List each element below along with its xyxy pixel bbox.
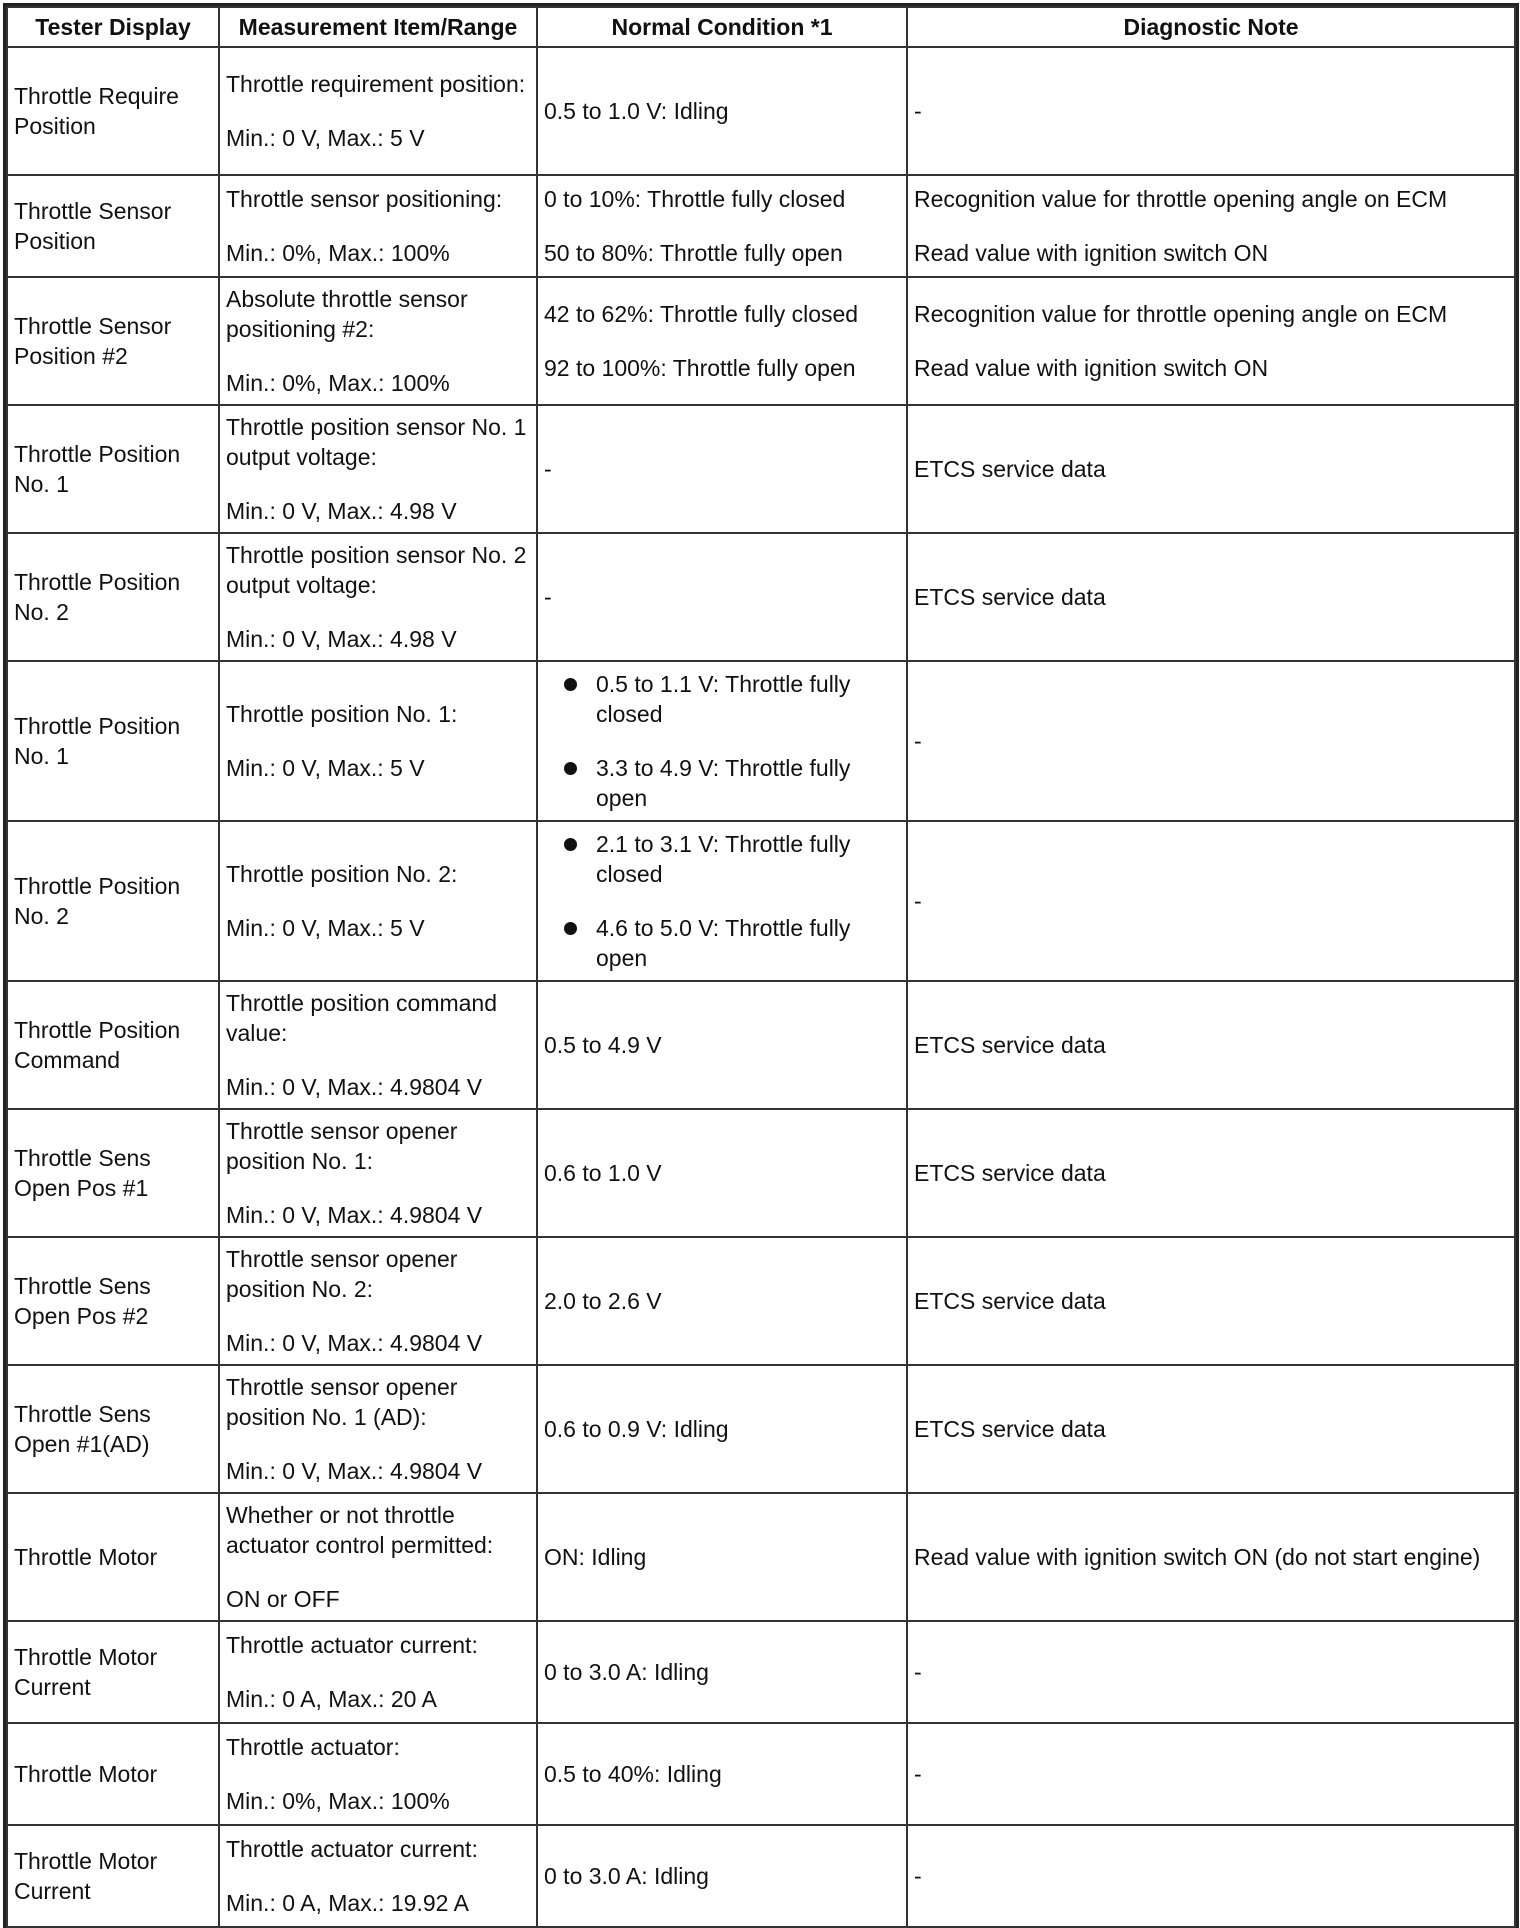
cell-tester-display: Throttle Position No. 2 xyxy=(7,533,219,661)
cell-diagnostic-note xyxy=(907,175,1515,277)
condition-text: 4.6 to 5.0 V: Throttle fully open xyxy=(596,915,851,971)
measurement-range: Min.: 0 A, Max.: 19.92 A xyxy=(226,1890,469,1916)
line-gap xyxy=(226,1176,530,1200)
measurement-range: Min.: 0%, Max.: 100% xyxy=(226,240,450,266)
table-row xyxy=(7,981,1515,1109)
cell-tester-display: Throttle Motor Current xyxy=(7,1825,219,1927)
cell-normal-condition xyxy=(537,1237,907,1365)
cell-diagnostic-note xyxy=(907,533,1515,661)
diagnostic-note-text: - xyxy=(914,1863,922,1889)
cell-measurement-range xyxy=(219,1621,537,1723)
measurement-item: Throttle position command value: xyxy=(226,990,498,1046)
condition-bullet-item xyxy=(544,669,900,729)
cell-diagnostic-note xyxy=(907,1365,1515,1493)
condition-text: - xyxy=(544,456,552,482)
condition-text: 92 to 100%: Throttle fully open xyxy=(544,355,856,381)
condition-text: 0.5 to 1.1 V: Throttle fully closed xyxy=(596,671,851,727)
header-diagnostic-note: Diagnostic Note xyxy=(907,7,1515,47)
table-row xyxy=(7,1825,1515,1927)
cell-measurement-range xyxy=(219,1365,537,1493)
cell-diagnostic-note xyxy=(907,405,1515,533)
condition-bullet-item xyxy=(544,829,900,889)
condition-text: 0.6 to 1.0 V xyxy=(544,1160,662,1186)
condition-text: - xyxy=(544,584,552,610)
cell-diagnostic-note xyxy=(907,1825,1515,1927)
line-gap xyxy=(544,214,900,238)
diagnostic-note-text: - xyxy=(914,1659,922,1685)
cell-tester-display: Throttle Motor xyxy=(7,1493,219,1621)
measurement-item: Throttle actuator current: xyxy=(226,1632,478,1658)
measurement-range: Min.: 0 V, Max.: 5 V xyxy=(226,915,425,941)
table-row xyxy=(7,821,1515,981)
cell-diagnostic-note xyxy=(907,1621,1515,1723)
table-row xyxy=(7,1621,1515,1723)
table-row xyxy=(7,1723,1515,1825)
measurement-item: Throttle position sensor No. 2 output voltage: xyxy=(226,542,527,598)
cell-normal-condition xyxy=(537,405,907,533)
cell-tester-display: Throttle Require Position xyxy=(7,47,219,175)
condition-text: 42 to 62%: Throttle fully closed xyxy=(544,301,859,327)
cell-measurement-range xyxy=(219,405,537,533)
condition-text: 0 to 3.0 A: Idling xyxy=(544,1659,709,1685)
cell-tester-display: Throttle Position No. 1 xyxy=(7,661,219,821)
table-row xyxy=(7,1493,1515,1621)
condition-text: 0.5 to 4.9 V xyxy=(544,1032,662,1058)
cell-measurement-range xyxy=(219,1237,537,1365)
cell-diagnostic-note xyxy=(907,1493,1515,1621)
cell-measurement-range xyxy=(219,821,537,981)
line-gap xyxy=(226,1432,530,1456)
cell-measurement-range xyxy=(219,661,537,821)
cell-diagnostic-note xyxy=(907,47,1515,175)
cell-measurement-range xyxy=(219,47,537,175)
condition-text: 0 to 3.0 A: Idling xyxy=(544,1863,709,1889)
condition-bullet-list xyxy=(544,829,900,973)
cell-measurement-range xyxy=(219,175,537,277)
cell-normal-condition xyxy=(537,1109,907,1237)
condition-bullet-item xyxy=(544,913,900,973)
cell-normal-condition xyxy=(537,1365,907,1493)
table-row xyxy=(7,1109,1515,1237)
line-gap xyxy=(226,1048,530,1072)
measurement-range: Min.: 0 V, Max.: 4.9804 V xyxy=(226,1074,483,1100)
condition-bullet-item xyxy=(544,753,900,813)
cell-diagnostic-note xyxy=(907,821,1515,981)
line-gap xyxy=(226,99,530,123)
header-tester-display: Tester Display xyxy=(7,7,219,47)
diagnostic-note-text: ETCS service data xyxy=(914,1416,1106,1442)
cell-normal-condition xyxy=(537,981,907,1109)
cell-diagnostic-note xyxy=(907,1237,1515,1365)
condition-text: 2.0 to 2.6 V xyxy=(544,1288,662,1314)
diagnostic-note-text: - xyxy=(914,1761,922,1787)
measurement-range: Min.: 0 V, Max.: 4.9804 V xyxy=(226,1330,483,1356)
diagnostic-note-text: Read value with ignition switch ON (do not start engine) xyxy=(914,1544,1481,1570)
cell-tester-display: Throttle Position No. 1 xyxy=(7,405,219,533)
condition-bullet-list xyxy=(544,669,900,813)
cell-diagnostic-note xyxy=(907,661,1515,821)
condition-text: 0 to 10%: Throttle fully closed xyxy=(544,186,846,212)
cell-normal-condition xyxy=(537,175,907,277)
measurement-range: Min.: 0%, Max.: 100% xyxy=(226,1788,450,1814)
header-normal-condition: Normal Condition *1 xyxy=(537,7,907,47)
condition-text: ON: Idling xyxy=(544,1544,647,1570)
measurement-range: Min.: 0%, Max.: 100% xyxy=(226,370,450,396)
table-row xyxy=(7,47,1515,175)
cell-measurement-range xyxy=(219,277,537,405)
line-gap xyxy=(226,889,530,913)
diagnostic-note-text: Recognition value for throttle opening angle on ECM xyxy=(914,301,1448,327)
cell-measurement-range xyxy=(219,1723,537,1825)
table-row xyxy=(7,1365,1515,1493)
condition-text: 3.3 to 4.9 V: Throttle fully open xyxy=(596,755,851,811)
line-gap xyxy=(226,600,530,624)
line-gap xyxy=(914,329,1508,353)
header-measurement-item: Measurement Item/Range xyxy=(219,7,537,47)
diagnostic-note-text: - xyxy=(914,98,922,124)
cell-normal-condition xyxy=(537,661,907,821)
table-row xyxy=(7,175,1515,277)
condition-text: 0.5 to 40%: Idling xyxy=(544,1761,722,1787)
measurement-range: Min.: 0 V, Max.: 4.98 V xyxy=(226,498,457,524)
cell-normal-condition xyxy=(537,1825,907,1927)
diagnostic-note-text: ETCS service data xyxy=(914,1160,1106,1186)
cell-diagnostic-note xyxy=(907,981,1515,1109)
table-row xyxy=(7,405,1515,533)
table-row xyxy=(7,1237,1515,1365)
cell-normal-condition xyxy=(537,1621,907,1723)
line-gap xyxy=(226,1864,530,1888)
bullet-dot-icon xyxy=(564,762,577,775)
condition-text: 50 to 80%: Throttle fully open xyxy=(544,240,843,266)
condition-text: 2.1 to 3.1 V: Throttle fully closed xyxy=(596,831,851,887)
measurement-item: Throttle actuator: xyxy=(226,1734,400,1760)
diagnostic-note-text: ETCS service data xyxy=(914,584,1106,610)
cell-measurement-range xyxy=(219,1825,537,1927)
line-gap xyxy=(226,1304,530,1328)
measurement-item: Throttle sensor positioning: xyxy=(226,186,503,212)
measurement-range: Min.: 0 V, Max.: 5 V xyxy=(226,125,425,151)
bullet-dot-icon xyxy=(564,838,577,851)
line-gap xyxy=(226,1762,530,1786)
measurement-item: Throttle position No. 1: xyxy=(226,701,458,727)
data-table xyxy=(6,6,1516,1928)
line-gap xyxy=(226,472,530,496)
cell-diagnostic-note xyxy=(907,1109,1515,1237)
line-gap xyxy=(226,729,530,753)
table-row xyxy=(7,533,1515,661)
diagnostic-note-text: Read value with ignition switch ON xyxy=(914,240,1269,266)
diagnostic-note-text: ETCS service data xyxy=(914,1288,1106,1314)
line-gap xyxy=(226,344,530,368)
header-row xyxy=(7,7,1515,47)
diagnostic-note-text: ETCS service data xyxy=(914,1032,1106,1058)
line-gap xyxy=(226,1560,530,1584)
measurement-range: Min.: 0 V, Max.: 4.9804 V xyxy=(226,1202,483,1228)
line-gap xyxy=(544,329,900,353)
measurement-item: Throttle requirement position: xyxy=(226,71,526,97)
diagnostic-note-text: Read value with ignition switch ON xyxy=(914,355,1269,381)
bullet-dot-icon xyxy=(564,678,577,691)
measurement-item: Throttle actuator current: xyxy=(226,1836,478,1862)
cell-diagnostic-note xyxy=(907,277,1515,405)
line-gap xyxy=(226,214,530,238)
diagnostic-note-text: - xyxy=(914,888,922,914)
measurement-range: Min.: 0 V, Max.: 5 V xyxy=(226,755,425,781)
cell-tester-display: Throttle Sensor Position xyxy=(7,175,219,277)
diagnostic-note-text: Recognition value for throttle opening angle on ECM xyxy=(914,186,1448,212)
cell-normal-condition xyxy=(537,1723,907,1825)
measurement-item: Throttle position sensor No. 1 output voltage: xyxy=(226,414,527,470)
table-row xyxy=(7,661,1515,821)
cell-tester-display: Throttle Sens Open Pos #2 xyxy=(7,1237,219,1365)
diagnostic-note-text: ETCS service data xyxy=(914,456,1106,482)
measurement-range: Min.: 0 A, Max.: 20 A xyxy=(226,1686,437,1712)
cell-tester-display: Throttle Sens Open Pos #1 xyxy=(7,1109,219,1237)
measurement-item: Whether or not throttle actuator control permitted: xyxy=(226,1502,494,1558)
table-row xyxy=(7,277,1515,405)
cell-tester-display: Throttle Sensor Position #2 xyxy=(7,277,219,405)
cell-tester-display: Throttle Motor Current xyxy=(7,1621,219,1723)
cell-normal-condition xyxy=(537,47,907,175)
measurement-item: Throttle sensor opener position No. 1 (AD): xyxy=(226,1374,458,1430)
table-body xyxy=(7,47,1515,1927)
cell-tester-display: Throttle Position No. 2 xyxy=(7,821,219,981)
cell-normal-condition xyxy=(537,1493,907,1621)
cell-normal-condition xyxy=(537,277,907,405)
measurement-range: Min.: 0 V, Max.: 4.9804 V xyxy=(226,1458,483,1484)
line-gap xyxy=(914,214,1508,238)
cell-measurement-range xyxy=(219,533,537,661)
condition-text: 0.6 to 0.9 V: Idling xyxy=(544,1416,729,1442)
measurement-item: Throttle position No. 2: xyxy=(226,861,458,887)
bullet-dot-icon xyxy=(564,922,577,935)
document-page xyxy=(6,6,1514,1928)
cell-measurement-range xyxy=(219,1109,537,1237)
measurement-item: Absolute throttle sensor positioning #2: xyxy=(226,286,468,342)
line-gap xyxy=(226,1660,530,1684)
cell-measurement-range xyxy=(219,1493,537,1621)
cell-diagnostic-note xyxy=(907,1723,1515,1825)
cell-normal-condition xyxy=(537,533,907,661)
diagnostic-note-text: - xyxy=(914,728,922,754)
measurement-range: Min.: 0 V, Max.: 4.98 V xyxy=(226,626,457,652)
measurement-item: Throttle sensor opener position No. 1: xyxy=(226,1118,458,1174)
cell-tester-display: Throttle Motor xyxy=(7,1723,219,1825)
measurement-item: Throttle sensor opener position No. 2: xyxy=(226,1246,458,1302)
cell-tester-display: Throttle Position Command xyxy=(7,981,219,1109)
cell-normal-condition xyxy=(537,821,907,981)
cell-measurement-range xyxy=(219,981,537,1109)
condition-text: 0.5 to 1.0 V: Idling xyxy=(544,98,729,124)
cell-tester-display: Throttle Sens Open #1(AD) xyxy=(7,1365,219,1493)
measurement-range: ON or OFF xyxy=(226,1586,340,1612)
